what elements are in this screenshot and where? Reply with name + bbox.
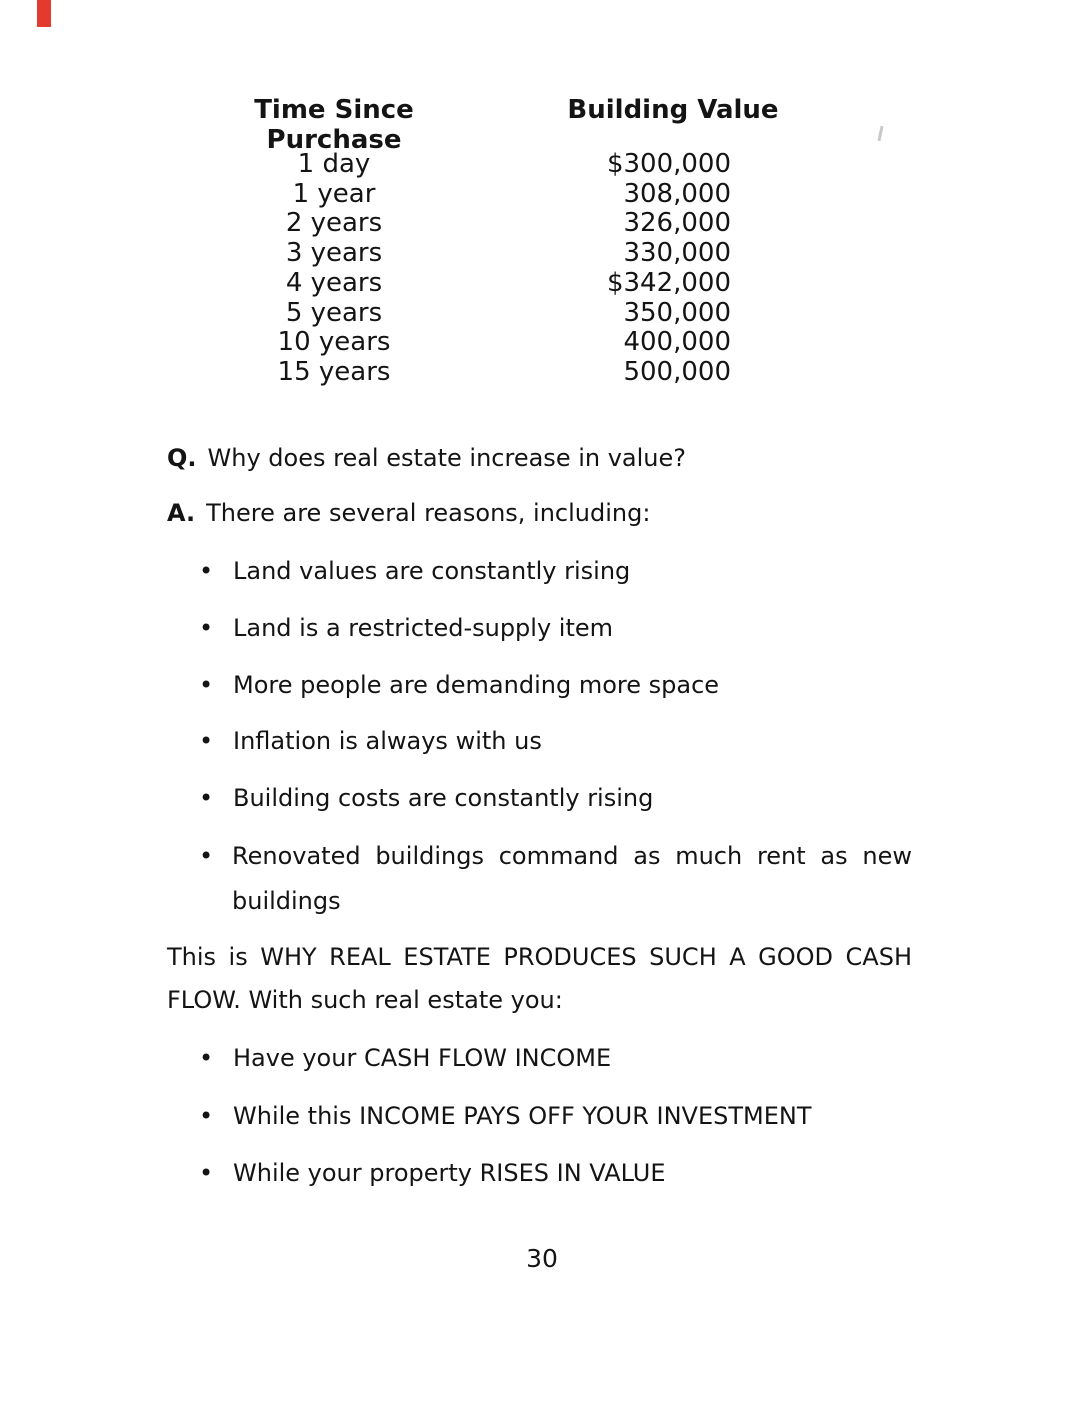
- list-item: [199, 842, 233, 870]
- bullet-icon: •: [199, 1159, 214, 1187]
- table-cell-time: 10 years: [277, 327, 391, 358]
- bullet-icon: •: [199, 671, 214, 699]
- table-cell-value: $342,000: [606, 267, 731, 298]
- question-line: [167, 444, 686, 472]
- list-item: [199, 614, 613, 642]
- question-text: Why does real estate increase in value?: [207, 444, 687, 472]
- table-cell-value: $300,000: [606, 149, 731, 179]
- table-col1-header-line1: Time Since: [254, 95, 414, 125]
- bullet-icon: •: [199, 727, 214, 755]
- list-item-text: Have your CASH FLOW INCOME: [233, 1044, 612, 1072]
- table-cell-value: 308,000: [623, 178, 731, 209]
- list-item-text: buildings: [232, 887, 341, 915]
- list-item-text: Inflation is always with us: [233, 727, 542, 755]
- bullet-icon: •: [199, 784, 214, 812]
- table-cell-time: 2 years: [285, 208, 383, 239]
- paragraph-line: This is WHY REAL ESTATE PRODUCES SUCH A GOOD CASH: [167, 943, 912, 971]
- bullet-icon: •: [199, 842, 214, 870]
- list-item: [199, 727, 542, 755]
- list-item-text: Land values are constantly rising: [233, 557, 631, 585]
- list-item: [199, 1159, 666, 1187]
- table-cell-time: 3 years: [285, 238, 383, 269]
- table-col2-header: Building Value: [567, 95, 779, 125]
- table-cell-time: 1 year: [292, 178, 376, 209]
- table-cell-time: 1 day: [297, 149, 371, 179]
- bullet-icon: •: [199, 1102, 214, 1130]
- list-item: [199, 557, 630, 585]
- question-prefix: Q.: [167, 444, 197, 472]
- scan-artifact-red-strip: [37, 0, 51, 27]
- table-cell-time: 4 years: [285, 267, 383, 298]
- list-item-text: Land is a restricted-supply item: [233, 614, 614, 642]
- table-cell-time: 5 years: [285, 297, 383, 328]
- table-cell-value: 326,000: [623, 208, 731, 239]
- answer-text: There are several reasons, including:: [206, 499, 651, 527]
- list-item: [199, 1044, 611, 1072]
- list-item-text: Renovated buildings command as much rent as new: [232, 842, 912, 870]
- table-cell-time: 15 years: [277, 356, 391, 387]
- answer-line: [167, 499, 650, 527]
- answer-prefix: A.: [167, 499, 196, 527]
- table-col1-header-line2: Purchase: [266, 125, 402, 155]
- list-item-text: More people are demanding more space: [233, 671, 720, 699]
- bullet-icon: •: [199, 1044, 214, 1072]
- bullet-icon: •: [199, 614, 214, 642]
- paragraph-line: FLOW. With such real estate you:: [167, 986, 563, 1014]
- list-item: [199, 784, 653, 812]
- table-cell-value: 400,000: [623, 327, 731, 358]
- list-item: [199, 1102, 812, 1130]
- scan-artifact-gray-mark: [877, 126, 883, 141]
- page-number: 30: [526, 1244, 558, 1273]
- list-item-text: While your property RISES IN VALUE: [233, 1159, 666, 1187]
- table-cell-value: 500,000: [623, 356, 731, 387]
- table-cell-value: 350,000: [623, 297, 731, 328]
- list-item-text: Building costs are constantly rising: [233, 784, 654, 812]
- table-cell-value: 330,000: [623, 238, 731, 269]
- list-item: [199, 671, 719, 699]
- list-item-text: While this INCOME PAYS OFF YOUR INVESTMENT: [233, 1102, 812, 1130]
- bullet-icon: •: [199, 557, 214, 585]
